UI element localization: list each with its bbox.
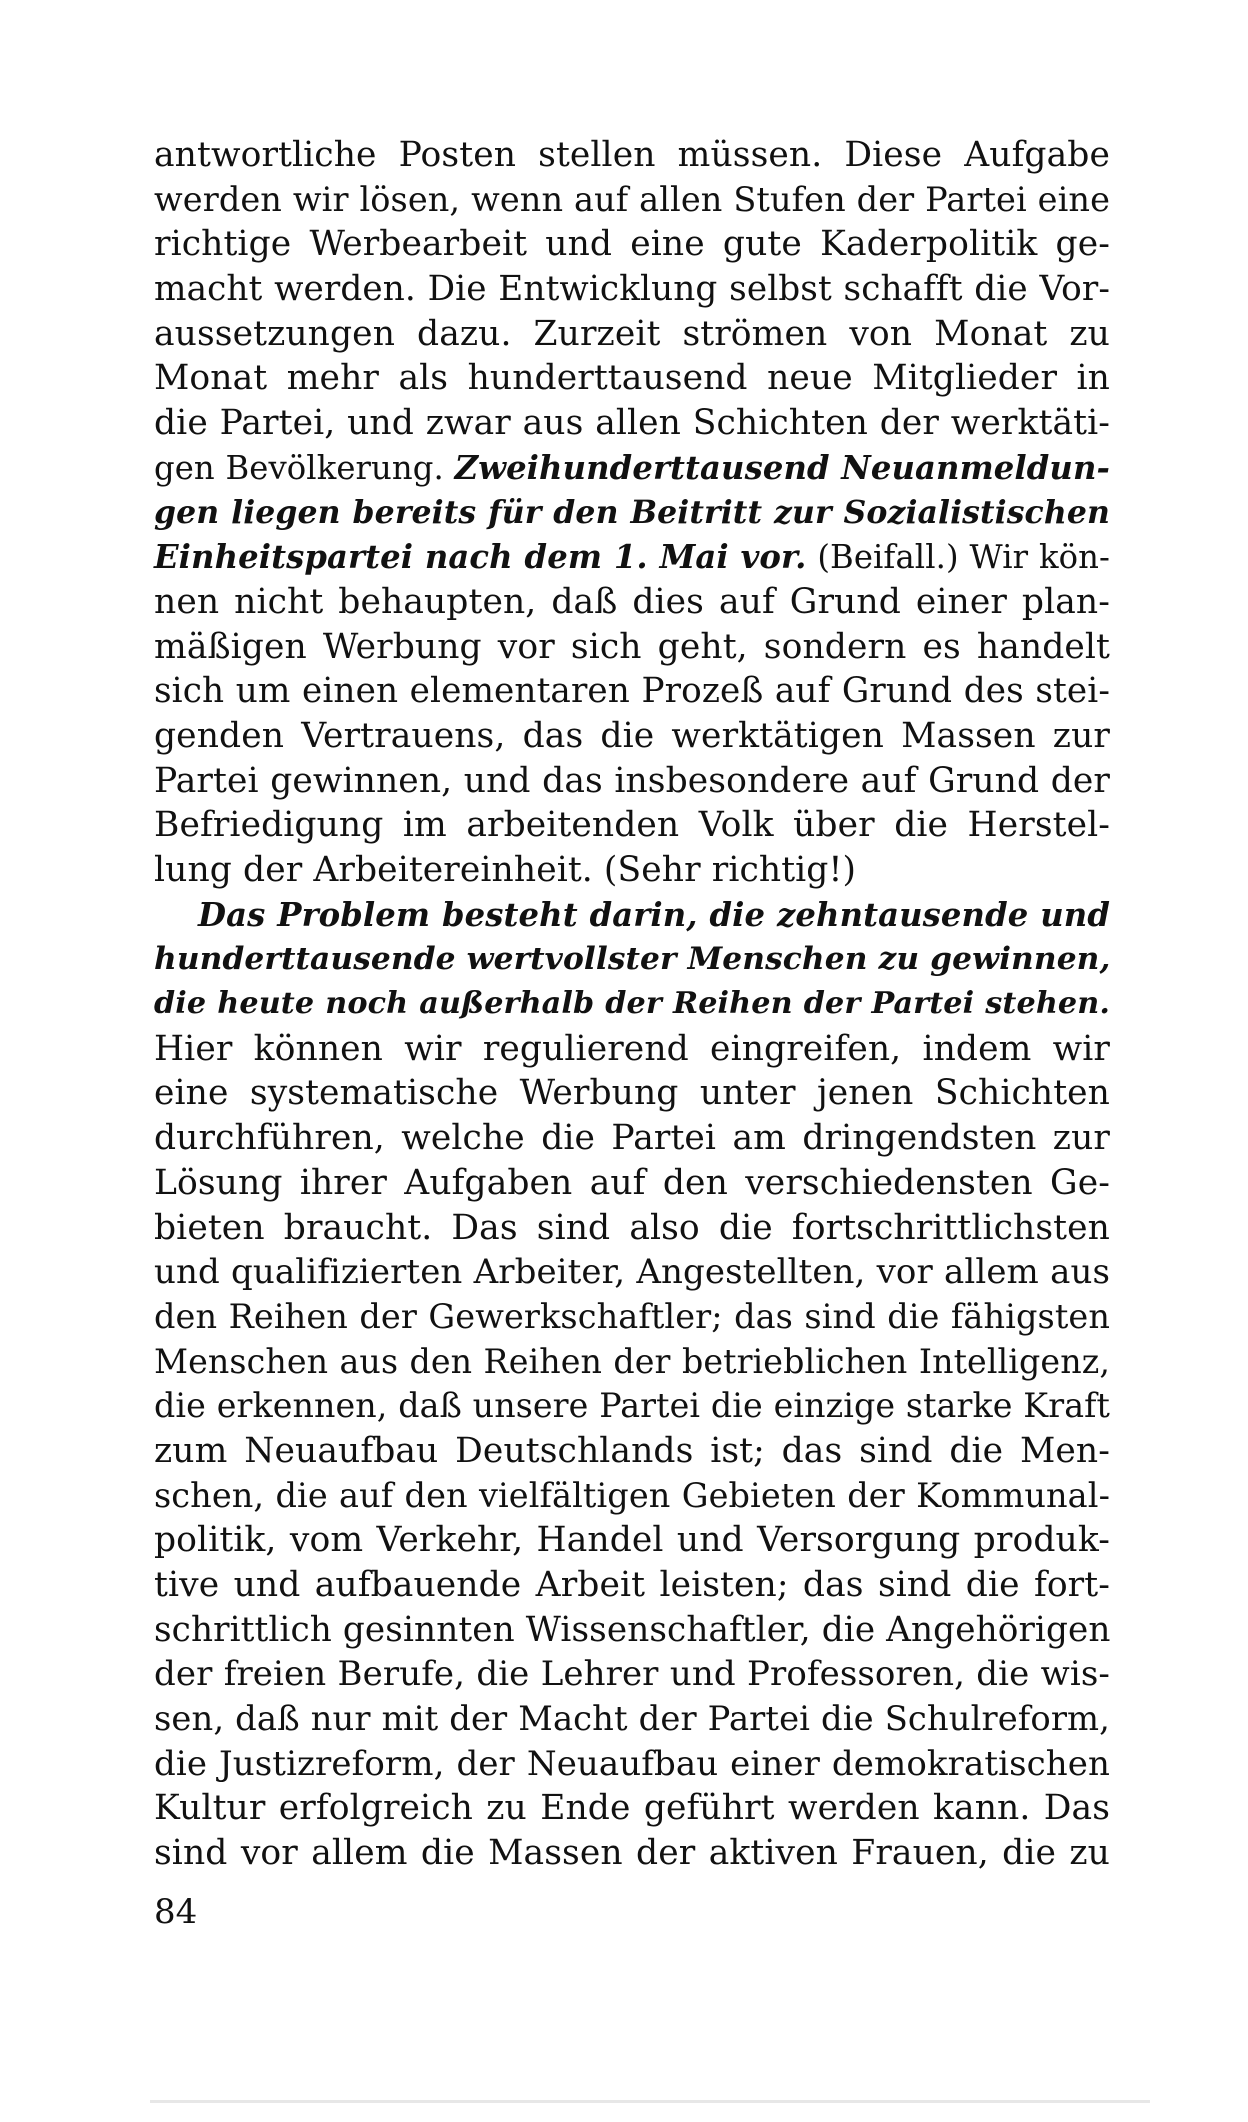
text-run: Hier können wir regulierend eingreifen, indem wir — [154, 1028, 1110, 1069]
text-line — [154, 222, 1110, 267]
text-run: Partei gewinnen, und das insbesondere auf Grund der — [154, 760, 1110, 801]
emphasized-text: Einheitspartei nach dem 1. Mai vor. — [154, 538, 807, 577]
text-line — [154, 1608, 1110, 1653]
text-line — [154, 446, 1110, 491]
text-run: eine systematische Werbung unter jenen Schichten — [154, 1073, 1110, 1114]
text-line — [154, 178, 1110, 223]
text-run: bieten braucht. Das sind also die fortschrittlichsten — [154, 1207, 1110, 1248]
text-run: sen, daß nur mit der Macht der Partei die Schulreform, — [154, 1699, 1110, 1739]
text-run: durchführen, welche die Partei am dringendsten zur — [154, 1118, 1110, 1159]
page-bottom-edge — [150, 2100, 1150, 2103]
text-line — [154, 848, 1110, 893]
text-line — [154, 1340, 1110, 1385]
text-run: Lösung ihrer Aufgaben auf den verschiedensten Ge- — [154, 1162, 1110, 1203]
text-line — [154, 625, 1110, 670]
text-run: politik, vom Verkehr, Handel und Versorgung produk- — [154, 1520, 1110, 1561]
text-line — [154, 1563, 1110, 1608]
text-line — [154, 1697, 1110, 1742]
text-line — [154, 1742, 1110, 1787]
body-text — [154, 133, 1110, 1876]
text-line — [154, 937, 1110, 982]
emphasized-text: die heute noch außerhalb der Reihen der Partei stehen. — [154, 986, 1110, 1022]
emphasized-text: hunderttausende wertvollster Menschen zu gewinnen, — [154, 941, 1111, 978]
text-line — [154, 1206, 1110, 1251]
text-run: und qualifizierten Arbeiter, Angestellten, vor allem aus — [154, 1252, 1110, 1293]
text-line — [154, 133, 1110, 178]
text-line — [154, 1027, 1110, 1072]
text-run: nen nicht behaupten, daß dies auf Grund einer plan- — [154, 581, 1110, 622]
text-run: antwortliche Posten stellen müssen. Diese Aufgabe — [154, 135, 1110, 175]
text-run: sind vor allem die Massen der aktiven Frauen, die zu — [154, 1833, 1110, 1874]
text-run: gen Bevölkerung. — [154, 448, 455, 487]
emphasized-text: Zweihunderttausend Neuanmeldun- — [454, 448, 1111, 487]
text-run: (Beifall.) Wir kön- — [806, 538, 1111, 577]
text-run: zum Neuaufbau Deutschlands ist; das sind die Men- — [154, 1430, 1110, 1471]
text-line — [154, 312, 1110, 357]
text-line — [154, 1429, 1110, 1474]
text-line — [154, 491, 1110, 536]
text-line — [154, 535, 1110, 580]
text-run: sich um einen elementaren Prozeß auf Grund des stei- — [154, 671, 1110, 712]
text-run: die Partei, und zwar aus allen Schichten der werktäti- — [154, 403, 1110, 444]
text-line — [154, 982, 1110, 1027]
text-line — [154, 1652, 1110, 1697]
text-run: Menschen aus den Reihen der betrieblichen Intelligenz, — [154, 1341, 1110, 1381]
text-run: lung der Arbeitereinheit. (Sehr richtig!) — [154, 850, 857, 890]
text-run: Monat mehr als hunderttausend neue Mitglieder in — [154, 358, 1110, 399]
text-line — [154, 1116, 1110, 1161]
page-number: 84 — [154, 1892, 198, 1932]
text-run: werden wir lösen, wenn auf allen Stufen der Partei eine — [154, 179, 1110, 219]
text-run: mäßigen Werbung vor sich geht, sondern es handelt — [154, 626, 1110, 667]
text-run: die erkennen, daß unsere Partei die einzige starke Kraft — [154, 1386, 1110, 1426]
text-line — [154, 1071, 1110, 1116]
text-line — [154, 1518, 1110, 1563]
emphasized-text: Das Problem besteht darin, die zehntausende und — [198, 895, 1110, 934]
text-line — [154, 1786, 1110, 1831]
text-line — [154, 401, 1110, 446]
text-run: schen, die auf den vielfältigen Gebieten der Kommunal- — [154, 1475, 1110, 1515]
text-run: genden Vertrauens, das die werktätigen Massen zur — [154, 715, 1110, 756]
text-line — [154, 1250, 1110, 1295]
text-line — [154, 356, 1110, 401]
text-line — [154, 893, 1110, 938]
text-line — [154, 669, 1110, 714]
text-line — [154, 580, 1110, 625]
text-line — [154, 714, 1110, 759]
text-line — [154, 1831, 1110, 1876]
text-run: tive und aufbauende Arbeit leisten; das sind die fort- — [154, 1565, 1110, 1605]
text-line — [154, 1474, 1110, 1519]
text-line — [154, 759, 1110, 804]
text-run: die Justizreform, der Neuaufbau einer demokratischen — [154, 1743, 1110, 1784]
text-line — [154, 1384, 1110, 1429]
text-run: macht werden. Die Entwicklung selbst schafft die Vor- — [154, 269, 1110, 310]
text-run: den Reihen der Gewerkschaftler; das sind die fähigsten — [154, 1296, 1110, 1336]
text-run: Kultur erfolgreich zu Ende geführt werden kann. Das — [154, 1788, 1110, 1829]
text-run: richtige Werbearbeit und eine gute Kaderpolitik ge- — [154, 224, 1110, 265]
text-run: aussetzungen dazu. Zurzeit strömen von Monat zu — [154, 313, 1110, 354]
text-run: der freien Berufe, die Lehrer und Professoren, die wis- — [154, 1654, 1110, 1695]
text-line — [154, 267, 1110, 312]
text-line — [154, 1161, 1110, 1206]
text-run: schrittlich gesinnten Wissenschaftler, die Angehörigen — [154, 1609, 1111, 1650]
emphasized-text: gen liegen bereits für den Beitritt zur Sozialistischen — [154, 493, 1110, 531]
text-line — [154, 803, 1110, 848]
text-run: Befriedigung im arbeitenden Volk über die Herstel- — [154, 805, 1110, 846]
text-line — [154, 1295, 1110, 1340]
